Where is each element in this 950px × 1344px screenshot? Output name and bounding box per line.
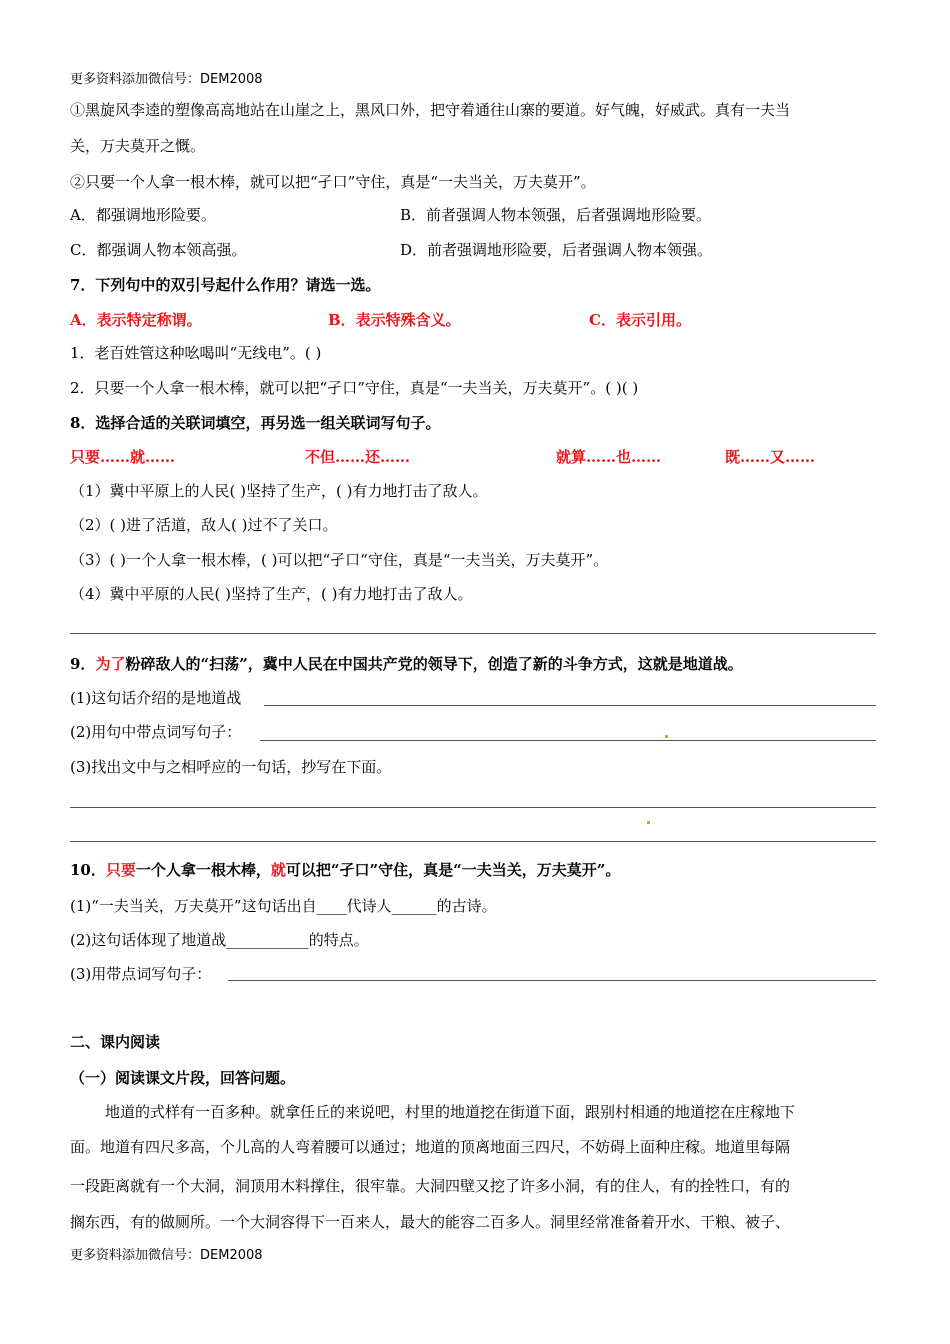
q9-title-rest: 粉碎敌人的“扫荡”，冀中人民在中国共产党的领导下，创造了新的斗争方式，这就是地道战。 bbox=[125, 655, 743, 673]
q10-sub-2: (2)这句话体现了地道战___________的特点。 bbox=[70, 931, 369, 949]
q9-answer-line-1 bbox=[70, 807, 876, 808]
q8-item-2: （2）( )进了活道，敌人( )过不了关口。 bbox=[70, 516, 338, 534]
q9-red-word: 为了 bbox=[95, 655, 126, 673]
q9-answer-line-2 bbox=[70, 841, 876, 842]
q10-number: 10． bbox=[70, 861, 106, 879]
q8-answer-line bbox=[70, 633, 876, 634]
q6-option-d: D．前者强调地形险要，后者强调人物本领强。 bbox=[400, 241, 713, 259]
q9-sub-1: (1)这句话介绍的是地道战 bbox=[70, 689, 242, 707]
stray-dot bbox=[665, 735, 668, 738]
q8-word-2: 不但……还…… bbox=[305, 448, 411, 466]
passage-line-3: 一段距离就有一个大洞，洞顶用木料撑住，很牢靠。大洞四壁又挖了许多小洞，有的住人，有的拴牲口，有的 bbox=[70, 1177, 791, 1195]
q9-sub-2-line bbox=[260, 740, 876, 741]
page-header: 更多资料添加微信号：DEM2008 bbox=[70, 72, 263, 87]
q9-number: 9． bbox=[70, 655, 96, 673]
q10-title-rest: 可以把“孑口”守住，真是“一夫当关，万夫莫开”。 bbox=[285, 861, 621, 879]
q6-sentence-2: ②只要一个人拿一根木棒，就可以把“孑口”守住，真是“一夫当关，万夫莫开”。 bbox=[70, 173, 596, 191]
q8-item-3: （3）( )一个人拿一根木棒，( )可以把“孑口“守住，真是“一夫当关，万夫莫开”。 bbox=[70, 551, 609, 569]
section-2-subtitle: （一）阅读课文片段，回答问题。 bbox=[70, 1069, 296, 1087]
passage-line-1: 地道的式样有一百多种。就拿任丘的来说吧，村里的地道挖在街道下面，跟别村相通的地道挖在庄稼地下 bbox=[105, 1103, 796, 1121]
q7-title: 7．下列句中的双引号起什么作用？请选一选。 bbox=[70, 276, 381, 294]
q6-option-b: B．前者强调人物本领强，后者强调地形险要。 bbox=[400, 206, 712, 224]
q7-item-1: 1．老百姓管这种吆喝叫“无线电”。( ) bbox=[70, 344, 322, 362]
q10-red-word-1: 只要 bbox=[105, 861, 136, 879]
q7-option-a: A．表示特定称谓。 bbox=[70, 311, 202, 329]
q8-item-1: （1）冀中平原上的人民( )坚持了生产，( )有力地打击了敌人。 bbox=[70, 482, 488, 500]
passage-line-4: 搁东西，有的做厕所。一个大洞容得下一百来人，最大的能容二百多人。洞里经常准备着开水、干粮、被子、 bbox=[70, 1213, 791, 1231]
stray-dot bbox=[647, 821, 650, 824]
q8-title: 8．选择合适的关联词填空，再另选一组关联词写句子。 bbox=[70, 414, 441, 432]
q7-item-2: 2．只要一个人拿一根木棒，就可以把“孑口”守住，真是“一夫当关，万夫莫开”。( )( ) bbox=[70, 379, 639, 397]
passage-line-2: 面。地道有四尺多高，个儿高的人弯着腰可以通过；地道的顶离地面三四尺，不妨碍上面种庄稼。地道里每隔 bbox=[70, 1138, 791, 1156]
q6-sentence-1b: 关，万夫莫开之慨。 bbox=[70, 137, 206, 155]
section-2-title: 二、课内阅读 bbox=[70, 1033, 161, 1051]
q7-option-c: C．表示引用。 bbox=[589, 311, 691, 329]
q10-red-word-2: 就 bbox=[270, 861, 286, 879]
q8-word-4: 既……又…… bbox=[725, 448, 816, 466]
q6-option-c: C．都强调人物本领高强。 bbox=[70, 241, 247, 259]
q10-sub-3-line bbox=[228, 980, 876, 981]
q8-item-4: （4）冀中平原的人民( )坚持了生产，( )有力地打击了敌人。 bbox=[70, 585, 473, 603]
page-footer: 更多资料添加微信号：DEM2008 bbox=[70, 1248, 263, 1263]
q9-sub-2: (2)用句中带点词写句子： bbox=[70, 723, 242, 741]
q9-sub-1-line bbox=[264, 705, 876, 706]
q8-word-3: 就算……也…… bbox=[556, 448, 662, 466]
q7-option-b: B．表示特殊含义。 bbox=[328, 311, 461, 329]
q9-title bbox=[70, 654, 743, 674]
q9-sub-3: (3)找出文中与之相呼应的一句话，抄写在下面。 bbox=[70, 758, 392, 776]
q10-sub-3: (3)用带点词写句子： bbox=[70, 965, 212, 983]
q10-title bbox=[70, 860, 620, 880]
q10-sub-1: (1)“一夫当关，万夫莫开”这句话出自____代诗人______的古诗。 bbox=[70, 897, 497, 915]
q10-title-mid: 一个人拿一根木棒， bbox=[135, 861, 271, 879]
q6-sentence-1a: ①黑旋风李逵的塑像高高地站在山崖之上，黑风口外，把守着通往山寨的要道。好气魄，好威武。真有一夫当 bbox=[70, 101, 791, 119]
q6-option-a: A．都强调地形险要。 bbox=[70, 206, 216, 224]
q8-word-1: 只要……就…… bbox=[70, 448, 176, 466]
